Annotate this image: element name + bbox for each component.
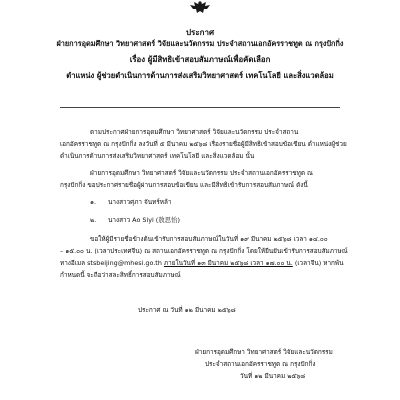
para1-line2: เอกอัครราชทูต ณ กรุงปักกิ่ง ลงวันที่ ๕ มีนาคม ๒๕๖๘ เรื่องรายชื่อผู้มีสิทธิเข้าสอบข้อเขียน ตำแหน่งผู้ช่วย: [60, 140, 347, 148]
candidate-name: นางสาวศุภา จันทร์หล้า: [108, 198, 172, 206]
divider-line: [60, 107, 340, 108]
para2-line1: ฝ่ายการอุดมศึกษา วิทยาศาสตร์ วิจัยและนวัตกรรม ประจำสถานเอกอัครราชทูต ณ: [90, 169, 313, 177]
timezone-note: (เวลาจีน) หากพ้น: [292, 259, 344, 267]
garuda-emblem-icon: [188, 0, 212, 14]
candidate-number: ๑.: [90, 198, 97, 206]
candidate-name: นางสาว Ao Siyi (敖思怡): [108, 216, 180, 224]
para3-line4: กำหนดนี้ จะถือว่าสละสิทธิ์การสอบสัมภาษณ์: [60, 271, 181, 279]
para2-line2: กรุงปักกิ่ง ขอประกาศรายชื่อผู้ผ่านการสอบข้อเขียน และมีสิทธิเข้ารับการสอบสัมภาษณ์ ดังนี้: [60, 181, 308, 189]
signature-date: วันที่ ๑๒ มีนาคม ๒๕๖๘: [240, 372, 306, 380]
signature-line2: ประจำสถานเอกอัครราชทูต ณ กรุงปักกิ่ง: [205, 360, 316, 368]
subject-line: เรื่อง ผู้มีสิทธิเข้าสอบสัมภาษณ์เพื่อคัดเลือก: [129, 55, 271, 64]
para3-line2: – ๑๕.๐๐ น. (เวลาประเทศจีน) ณ สถานเอกอัครราชทูต ณ กรุงปักกิ่ง โดยให้ยืนยันเข้ารับการสอบสัมภาษณ์: [60, 247, 348, 255]
para1-line3: ดำเนินการด้านการส่งเสริมวิทยาศาสตร์ เทคโนโลยี และสิ่งแวดล้อม นั้น: [60, 152, 255, 160]
candidate-number: ๒.: [90, 216, 97, 224]
announcement-date: ประกาศ ณ วันที่ ๑๒ มีนาคม ๒๕๖๘: [138, 306, 236, 314]
position-line: ตำแหน่ง ผู้ช่วยดำเนินการด้านการส่งเสริมวิทยาศาสตร์ เทคโนโลยี และสิ่งแวดล้อม: [66, 71, 334, 80]
contact-email-text: ทางอีเมล stsbeijing@mhesi.go.th: [60, 259, 164, 267]
para1-line1: ตามประกาศฝ่ายการอุดมศึกษา วิทยาศาสตร์ วิจัยและนวัตกรรม ประจำสถาน: [90, 128, 299, 136]
deadline-text: ภายในวันที่ ๑๓ มีนาคม ๒๕๖๘ เวลา ๑๗.๐๐ น.: [163, 259, 293, 267]
document-title: ประกาศ: [185, 28, 215, 37]
para3-line1: ขอให้ผู้มีรายชื่อข้างต้นเข้ารับการสอบสัมภาษณ์ในวันที่ ๑๙ มีนาคม ๒๕๖๘ เวลา ๑๔.๐๐: [90, 235, 328, 243]
para3-line3: [60, 259, 344, 267]
signature-line1: ฝ่ายการอุดมศึกษา วิทยาศาสตร์ วิจัยและนวัตกรรม: [195, 348, 333, 356]
issuer-line: ฝ่ายการอุดมศึกษา วิทยาศาสตร์ วิจัยและนวัตกรรม ประจำสถานเอกอัครราชทูต ณ กรุงปักกิ่ง: [56, 39, 344, 48]
